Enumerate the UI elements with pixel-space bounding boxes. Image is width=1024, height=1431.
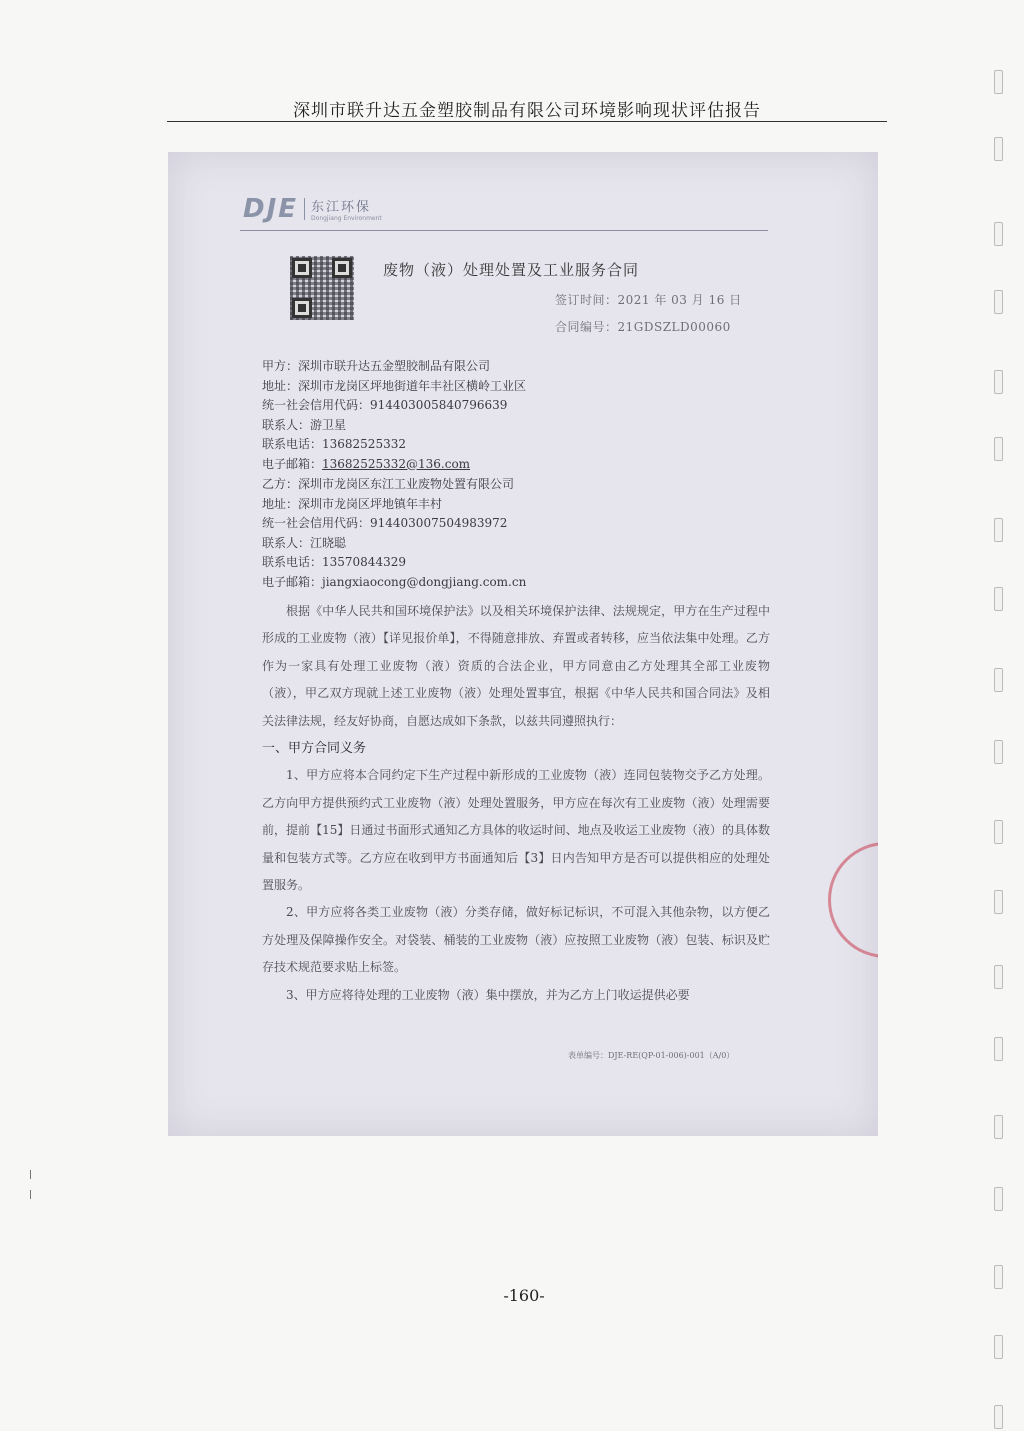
sign-date: 签订时间：2021 年 03 月 16 日 (555, 293, 742, 307)
binding-hole (994, 965, 1003, 989)
party-b-email: 电子邮箱：jiangxiaocong@dongjiang.com.cn (262, 574, 527, 589)
party-b-contact: 联系人：江晓聪 (262, 535, 347, 550)
party-a-phone: 联系电话：13682525332 (262, 437, 406, 451)
qr-code-icon (290, 256, 354, 320)
binding-hole (994, 890, 1003, 914)
clause-2: 2、甲方应将各类工业废物（液）分类存储，做好标记标识，不可混入其他杂物，以方便乙方处理及保障操作安全。对袋装、桶装的工业废物（液）应按照工业废物（液）包装、标识及贮存技术规范要求贴上标签。 (262, 905, 770, 975)
clause-3: 3、甲方应将待处理的工业废物（液）集中摆放，并为乙方上门收运提供必要 (286, 987, 690, 1002)
contract-title: 废物（液）处理处置及工业服务合同 (383, 261, 640, 279)
red-seal-stamp (828, 842, 878, 958)
binding-hole (994, 1335, 1003, 1359)
binding-hole (994, 437, 1003, 461)
contract-number: 合同编号：21GDSZLD00060 (555, 320, 731, 334)
logo-divider (304, 198, 305, 220)
logo-mark: DJE (243, 194, 299, 224)
company-logo (243, 194, 382, 224)
page-number: -160- (503, 1286, 545, 1305)
binding-hole (994, 222, 1003, 246)
party-a-email-label: 电子邮箱： (262, 456, 323, 471)
party-a-contact: 联系人：游卫星 (262, 417, 347, 432)
binding-hole (994, 1187, 1003, 1211)
party-a-credit-code: 统一社会信用代码：914403005840796639 (262, 398, 508, 412)
binding-hole (994, 290, 1003, 314)
intro-paragraph: 根据《中华人民共和国环境保护法》以及相关环境保护法律、法规规定，甲方在生产过程中形成的工业废物（液）【详见报价单】，不得随意排放、弃置或者转移，应当依法集中处理。乙方作为一家具有处理工业废物（液）资质的合法企业，甲方同意由乙方处理其全部工业废物（液），甲乙双方现就上述工业废物（液）处理处置事宜，根据《中华人民共和国合同法》及相关法律法规，经友好协商，自愿达成如下条款，以兹共同遵照执行： (262, 604, 770, 728)
contract-body (262, 598, 770, 1009)
binding-hole (994, 1115, 1003, 1139)
party-a-email-row (262, 455, 526, 475)
form-number: 表单编号：DJE-RE(QP-01-006)-001（A/0） (568, 1051, 735, 1060)
binding-hole (994, 587, 1003, 611)
binding-hole (994, 370, 1003, 394)
logo-company-name: 东江环保 (311, 200, 372, 215)
binding-hole (994, 1037, 1003, 1061)
party-a-address: 地址：深圳市龙岗区坪地街道年丰社区横岭工业区 (262, 378, 527, 393)
binding-hole (994, 518, 1003, 542)
binding-hole (994, 740, 1003, 764)
party-a-name: 甲方：深圳市联升达五金塑胶制品有限公司 (262, 359, 491, 373)
margin-tick (30, 1190, 31, 1199)
party-b-address: 地址：深圳市龙岗区坪地镇年丰村 (262, 496, 443, 511)
header-rule (167, 121, 887, 122)
margin-tick (30, 1170, 31, 1179)
logo-rule (240, 230, 768, 231)
party-b-credit-code: 统一社会信用代码：914403007504983972 (262, 516, 508, 530)
party-a-block (262, 357, 526, 474)
page-header: 深圳市联升达五金塑胶制品有限公司环境影响现状评估报告 (293, 101, 761, 121)
party-a-email: 13682525332@136.com (322, 456, 471, 471)
binding-hole (994, 70, 1003, 94)
binding-hole (994, 1405, 1003, 1429)
logo-company-name-en: Dongjiang Environment (311, 215, 382, 222)
party-b-block (262, 475, 526, 592)
party-b-name: 乙方：深圳市龙岗区东江工业废物处置有限公司 (262, 477, 515, 491)
section-heading: 一、甲方合同义务 (262, 741, 367, 757)
binding-holes (964, 0, 1024, 1431)
scanned-contract-page (168, 152, 878, 1136)
binding-hole (994, 668, 1003, 692)
binding-hole (994, 820, 1003, 844)
binding-hole (994, 137, 1003, 161)
party-b-phone: 联系电话：13570844329 (262, 555, 406, 569)
clause-1: 1、甲方应将本合同约定下生产过程中新形成的工业废物（液）连同包装物交予乙方处理。乙方向甲方提供预约式工业废物（液）处理处置服务，甲方应在每次有工业废物（液）处理需要前，提前【15】日通过书面形式通知乙方具体的收运时间、地点及收运工业废物（液）的具体数量和包装方式等。乙方应在收到甲方书面通知后【3】日内告知甲方是否可以提供相应的处理处置服务。 (262, 768, 770, 893)
